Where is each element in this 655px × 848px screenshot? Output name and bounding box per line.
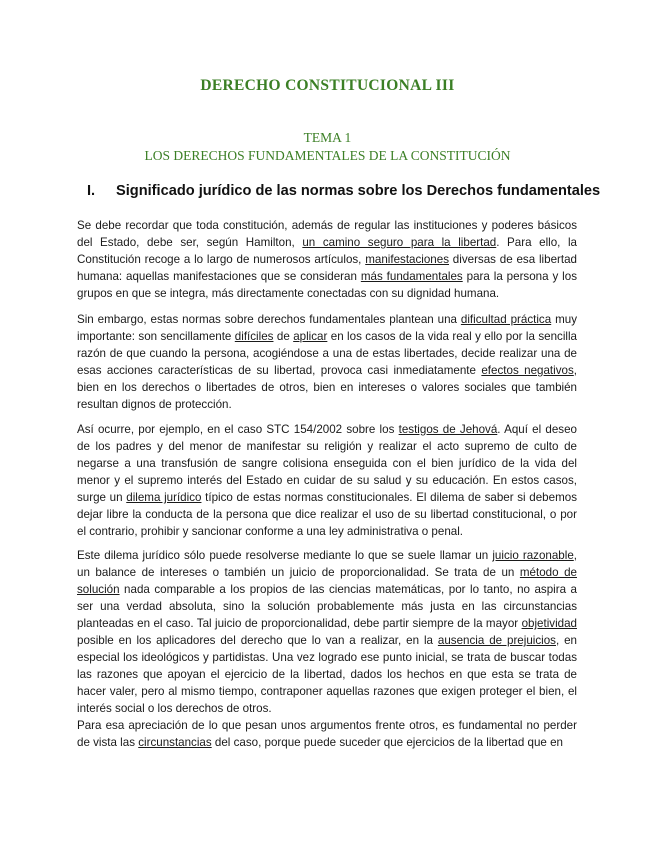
- underlined-phrase: objetividad: [521, 617, 577, 630]
- underlined-phrase: ausencia de prejuicios: [437, 634, 556, 647]
- paragraph-3: [77, 421, 577, 540]
- document-title: DERECHO CONSTITUCIONAL III: [200, 77, 455, 94]
- underlined-phrase: método de solución: [77, 566, 577, 596]
- paragraph-text: diversas de esa libertad humana: aquellas manifestaciones que se consideran: [77, 253, 577, 283]
- underlined-phrase: dificultad práctica: [460, 313, 552, 326]
- tema-title: LOS DERECHOS FUNDAMENTALES DE LA CONSTITUCIÓN: [144, 148, 511, 163]
- paragraph-text: típico de estas normas constitucionales. El dilema de saber si debemos dejar libre la conducta de la persona que dice realizar el uso de su libertad constitucional, o por el contrario, prohibir y sancionar conforme a una ley administrativa o penal.: [77, 491, 577, 538]
- paragraph-text: del caso, porque puede suceder que ejercicios de la libertad que en: [211, 736, 563, 749]
- paragraph-text: , en especial los ideológicos y partidistas. Una vez logrado ese punto inicial, se trata de buscar todas las razones que apoyan el ejercicio de la libertad, dados los hechos en que esta se trata de hacer valer, pero al mismo tiempo, contraponer aquellas razones que exigen proteger el bien, el interés social o los derechos de otros.: [77, 634, 578, 715]
- underlined-phrase: juicio razonable: [492, 549, 574, 562]
- paragraph-1: [77, 217, 577, 302]
- paragraph-text: en los casos de la vida real y ello por la sencilla razón de que cuando la persona, acogiéndose a una de estas libertades, decide realizar una de esas acciones características de su libertad, provoca casi inmediatamente: [77, 330, 578, 377]
- paragraph-text: Para esa apreciación de lo que pesan unos argumentos frente otros, es fundamental no perder de vista las: [77, 719, 577, 749]
- tema-number: TEMA 1: [303, 130, 352, 145]
- underlined-phrase: dilema jurídico: [126, 491, 202, 504]
- tema-heading: [0, 129, 655, 165]
- paragraph-5: [77, 717, 577, 751]
- underlined-phrase: un camino seguro para la libertad: [302, 236, 497, 249]
- paragraph-text: , bien en los derechos o libertades de otros, bien en intereses o valores sociales que también resultan dignos de protección.: [77, 364, 578, 411]
- paragraph-text: . Aquí el deseo de los padres y del menor de manifestar su religión y realizar el acto supremo de culto de negarse a una transfusión de sangre colisiona enseguida con el bien jurídico de la vida del menor y el supremo interés del Estado en cuidar de su salud y su educación. En estos casos, surge un: [77, 423, 577, 504]
- paragraph-text: , un balance de intereses o también un juicio de proporcionalidad. Se trata de un: [77, 549, 578, 579]
- paragraph-text: Este dilema jurídico sólo puede resolverse mediante lo que se suele llamar un: [77, 549, 493, 562]
- paragraph-2: [77, 311, 577, 413]
- underlined-phrase: más fundamentales: [360, 270, 463, 283]
- underlined-phrase: difíciles: [234, 330, 274, 343]
- underlined-phrase: testigos de Jehová: [398, 423, 498, 436]
- paragraph-text: Sin embargo, estas normas sobre derechos fundamentales plantean una: [77, 313, 461, 326]
- paragraph-text: posible en los aplicadores del derecho que lo van a realizar, en la: [77, 634, 438, 647]
- underlined-phrase: aplicar: [293, 330, 328, 343]
- paragraph-text: . Para ello, la Constitución recoge a lo largo de numerosos artículos,: [77, 236, 578, 266]
- underlined-phrase: manifestaciones: [365, 253, 449, 266]
- paragraph-text: nada comparable a los propios de las ciencias matemáticas, por lo tanto, no aspira a ser una verdad absoluta, sino la solución probablemente más justa en las circunstancias planteadas en el caso. Tal juicio de proporcionalidad, debe partir siempre de la mayor: [77, 583, 577, 630]
- paragraph-text: Se debe recordar que toda constitución, además de regular las instituciones y poderes básicos del Estado, debe ser, según Hamilton,: [77, 219, 577, 249]
- paragraph-text: Así ocurre, por ejemplo, en el caso STC 154/2002 sobre los: [77, 423, 399, 436]
- section-number: I.: [87, 183, 96, 199]
- underlined-phrase: efectos negativos: [481, 364, 574, 377]
- paragraph-text: para la persona y los grupos en que se integra, más directamente conectadas con su dignidad humana.: [77, 270, 577, 300]
- section-title: Significado jurídico de las normas sobre los Derechos fundamentales: [116, 183, 601, 199]
- paragraph-4: [77, 547, 577, 717]
- section-heading: [87, 183, 607, 199]
- paragraph-text: de: [273, 330, 294, 343]
- underlined-phrase: circunstancias: [138, 736, 212, 749]
- paragraph-text: muy importante: son sencillamente: [77, 313, 578, 343]
